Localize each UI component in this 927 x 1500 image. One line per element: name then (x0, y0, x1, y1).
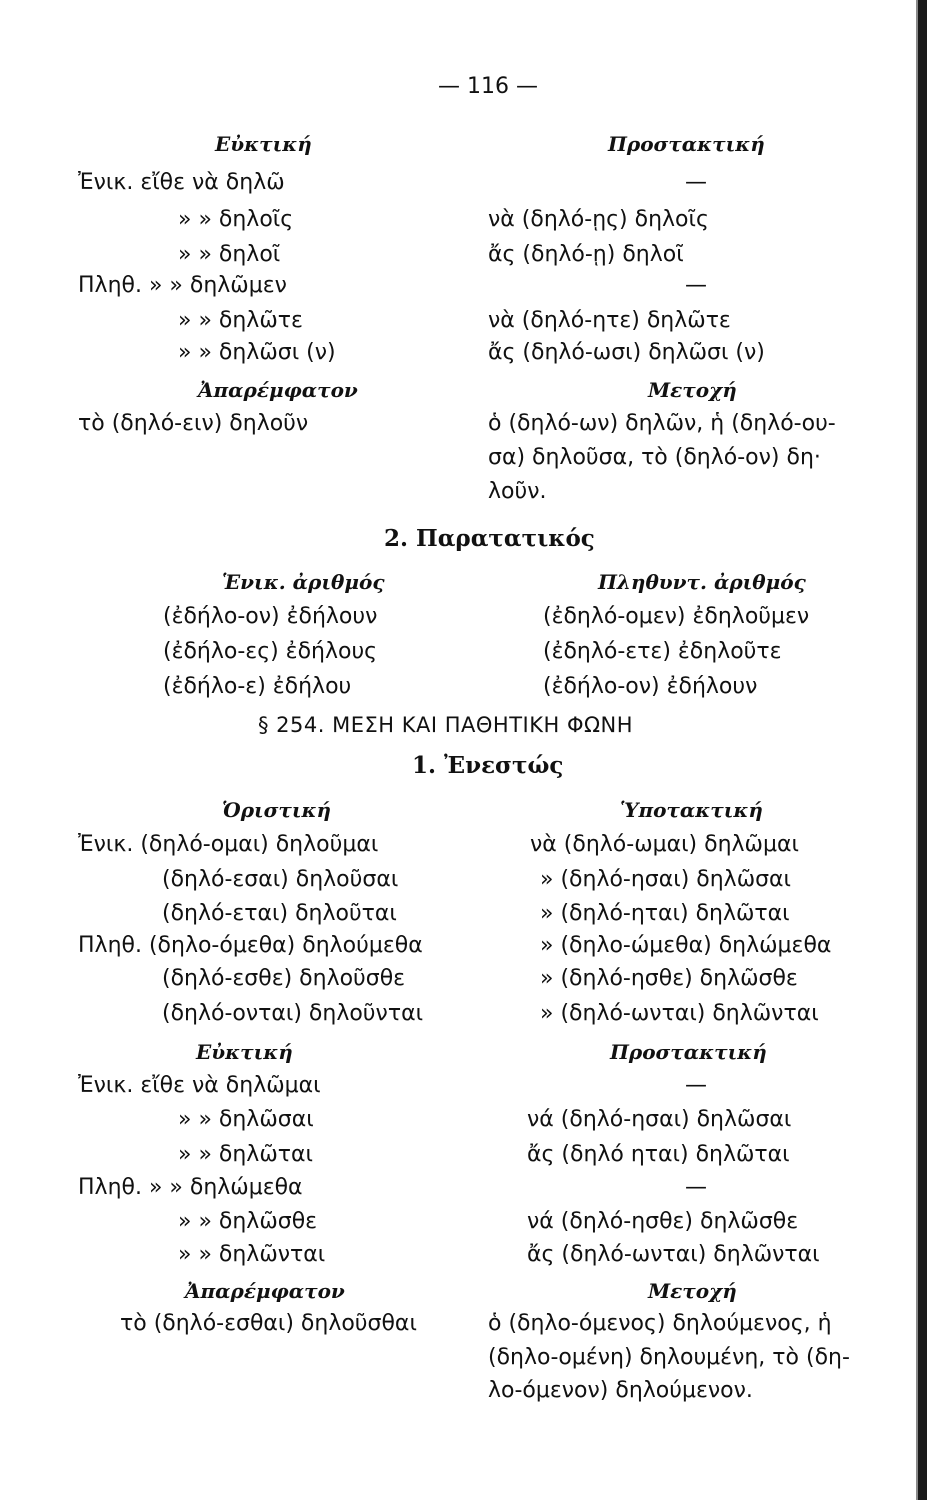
indicative-row: (δηλό-ονται) δηλοῦνται (162, 1001, 424, 1026)
optative-row: Ἐνικ. εἴθε νὰ δηλῶμαι (78, 1073, 321, 1098)
heading-plural: Πληθυντ. ἀριθμός (598, 570, 806, 594)
page-number: — 116 — (438, 74, 538, 99)
participle-line: ὁ (δηλο-όμενος) δηλούμενος, ἡ (488, 1311, 832, 1336)
participle-line: (δηλο-ομένη) δηλουμένη, τὸ (δη- (488, 1345, 850, 1370)
subjunctive-row: » (δηλο-ώμεθα) δηλώμεθα (540, 933, 832, 958)
optative-row: Πληθ. » » δηλῶμεν (78, 273, 287, 298)
page-edge (918, 0, 927, 1500)
indicative-row: Πληθ. (δηλο-όμεθα) δηλούμεθα (78, 933, 423, 958)
imperative-row: — (685, 1073, 707, 1098)
heading-participle: Μετοχή (648, 378, 737, 402)
imperative-row: νά (δηλό-ησθε) δηλῶσθε (527, 1209, 799, 1234)
heading-imperative: Προστακτική (608, 132, 765, 156)
heading-infinitive: Ἀπαρέμφατον (185, 1279, 345, 1303)
imperative-row: ἄς (δηλό ηται) δηλῶται (527, 1142, 790, 1167)
imperfect-plural-row: (ἐδηλό-ετε) ἐδηλοῦτε (543, 639, 782, 664)
imperfect-plural-row: (ἐδήλο-ον) ἐδήλουν (543, 674, 758, 699)
heading-subjunctive: Ὑποτακτική (620, 798, 763, 822)
heading-participle: Μετοχή (648, 1279, 737, 1303)
participle-line: λοῦν. (488, 479, 547, 504)
imperative-row: νά (δηλό-ησαι) δηλῶσαι (527, 1107, 792, 1132)
subjunctive-row: » (δηλό-ησθε) δηλῶσθε (540, 966, 798, 991)
heading-imperfect: 2. Παρατατικός (384, 525, 595, 552)
optative-row: » » δηλοῖ (178, 242, 281, 267)
optative-row: » » δηλῶτε (178, 308, 303, 333)
indicative-row: (δηλό-εσαι) δηλοῦσαι (162, 867, 399, 892)
heading-indicative: Ὁριστική (222, 798, 332, 822)
heading-infinitive: Ἀπαρέμφατον (198, 378, 358, 402)
optative-row: » » δηλοῖς (178, 207, 294, 232)
section-title: § 254. ΜΕΣΗ ΚΑΙ ΠΑΘΗΤΙΚΗ ΦΩΝΗ (258, 713, 634, 737)
optative-row: Ἐνικ. εἴθε νὰ δηλῶ (78, 170, 285, 195)
imperative-row: νὰ (δηλό-ῃς) δηλοῖς (488, 207, 709, 232)
participle-line: σα) δηλοῦσα, τὸ (δηλό-ον) δη· (488, 445, 821, 470)
participle-line: ὁ (δηλό-ων) δηλῶν, ἡ (δηλό-ου- (488, 411, 836, 436)
optative-row: » » δηλῶται (178, 1142, 313, 1167)
heading-singular: Ἑνικ. ἀριθμός (222, 570, 385, 594)
optative-row: » » δηλῶνται (178, 1242, 326, 1267)
optative-row: » » δηλῶσι (ν) (178, 340, 336, 365)
optative-row: » » δηλῶσαι (178, 1107, 314, 1132)
subjunctive-row: νὰ (δηλό-ωμαι) δηλῶμαι (530, 832, 799, 857)
indicative-row: (δηλό-εσθε) δηλοῦσθε (162, 966, 406, 991)
imperative-row: ἄς (δηλό-ῃ) δηλοῖ (488, 242, 684, 267)
optative-row: » » δηλῶσθε (178, 1209, 318, 1234)
imperative-row: — (685, 273, 707, 298)
imperative-row: νὰ (δηλό-ητε) δηλῶτε (488, 308, 731, 333)
imperfect-singular-row: (ἐδήλο-ον) ἐδήλουν (163, 604, 378, 629)
imperfect-plural-row: (ἐδηλό-ομεν) ἐδηλοῦμεν (543, 604, 810, 629)
optative-row: Πληθ. » » δηλώμεθα (78, 1175, 303, 1200)
imperfect-singular-row: (ἐδήλο-ες) ἐδήλους (163, 639, 378, 664)
subjunctive-row: » (δηλό-ησαι) δηλῶσαι (540, 867, 792, 892)
heading-optative: Εὐκτική (215, 132, 312, 156)
imperfect-singular-row: (ἐδήλο-ε) ἐδήλου (163, 674, 352, 699)
participle-line: λο-όμενον) δηλούμενον. (488, 1378, 753, 1403)
infinitive-text: τὸ (δηλό-εσθαι) δηλοῦσθαι (120, 1311, 417, 1336)
indicative-row: Ἐνικ. (δηλό-ομαι) δηλοῦμαι (78, 832, 379, 857)
indicative-row: (δηλό-εται) δηλοῦται (162, 901, 397, 926)
imperative-row: ἄς (δηλό-ωσι) δηλῶσι (ν) (488, 340, 765, 365)
subjunctive-row: » (δηλό-ωνται) δηλῶνται (540, 1001, 819, 1026)
imperative-row: — (685, 170, 707, 195)
subjunctive-row: » (δηλό-ηται) δηλῶται (540, 901, 790, 926)
infinitive-text: τὸ (δηλό-ειν) δηλοῦν (78, 411, 309, 436)
heading-imperative: Προστακτική (610, 1040, 767, 1064)
heading-present: 1. Ἐνεστώς (412, 752, 564, 779)
imperative-row: ἄς (δηλό-ωνται) δηλῶνται (527, 1242, 820, 1267)
heading-optative: Εὐκτική (196, 1040, 293, 1064)
imperative-row: — (685, 1175, 707, 1200)
